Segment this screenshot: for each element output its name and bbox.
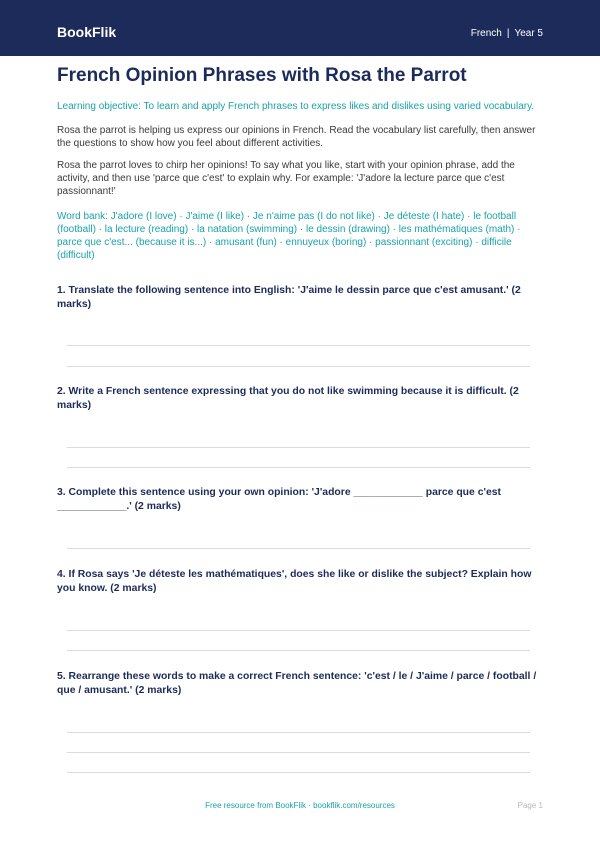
answer-line[interactable]	[67, 366, 530, 367]
footer-credit[interactable]: Free resource from BookFlik · bookflik.com/resources	[205, 801, 395, 810]
answer-line[interactable]	[67, 752, 530, 753]
question-5: 5. Rearrange these words to make a correct French sentence: 'c'est / le / J'aime / parce / football / que / amusant.' (2 marks)	[57, 671, 537, 696]
learning-objective: Learning objective: To learn and apply French phrases to express likes and dislikes using varied vocabulary.	[57, 101, 535, 112]
example-paragraph: Rosa the parrot loves to chirp her opinions! To say what you like, start with your opinion phrase, add the activity, and then use 'parce que c'est' to explain why. For example: 'J'adore la lecture parce que c'est passionnant!'	[57, 160, 515, 197]
answer-line[interactable]	[67, 548, 530, 549]
year-label: Year 5	[514, 28, 543, 39]
question-4: 4. If Rosa says 'Je déteste les mathématiques', does she like or dislike the subject? Explain how you know. (2 marks)	[57, 569, 532, 594]
answer-line[interactable]	[67, 467, 530, 468]
question-2: 2. Write a French sentence expressing that you do not like swimming because it is difficult. (2 marks)	[57, 386, 519, 411]
answer-line[interactable]	[67, 447, 530, 448]
page-number: Page 1	[517, 801, 543, 810]
subject-year-meta	[471, 28, 543, 39]
intro-paragraph: Rosa the parrot is helping us express our opinions in French. Read the vocabulary list carefully, then answer the questions to show how you feel about different activities.	[57, 125, 536, 149]
answer-line[interactable]	[67, 630, 530, 631]
brand-logo[interactable]: BookFlik	[57, 24, 117, 40]
answer-line[interactable]	[67, 650, 530, 651]
word-bank: Word bank: J'adore (I love) · J'aime (I like) · Je n'aime pas (I do not like) · Je déteste (I hate) · le football (football) · la lecture (reading) · la natation (swimming) · le dessin (drawing) · les mathématiques (math) · parce que c'est... (because it is...) · amusant (fun) · ennuyeux (boring) · passionnant (exciting) · difficile (difficult)	[57, 211, 521, 261]
page-header	[0, 0, 600, 56]
meta-separator: |	[506, 28, 510, 39]
answer-line[interactable]	[67, 732, 530, 733]
question-3: 3. Complete this sentence using your own opinion: 'J'adore ____________ parce que c'est ____________.' (2 marks)	[57, 487, 501, 512]
answer-line[interactable]	[67, 345, 530, 346]
question-1: 1. Translate the following sentence into English: 'J'aime le dessin parce que c'est amusant.' (2 marks)	[57, 285, 521, 310]
page-title: French Opinion Phrases with Rosa the Parrot	[57, 65, 467, 86]
answer-line[interactable]	[67, 772, 530, 773]
subject-label: French	[470, 28, 502, 39]
